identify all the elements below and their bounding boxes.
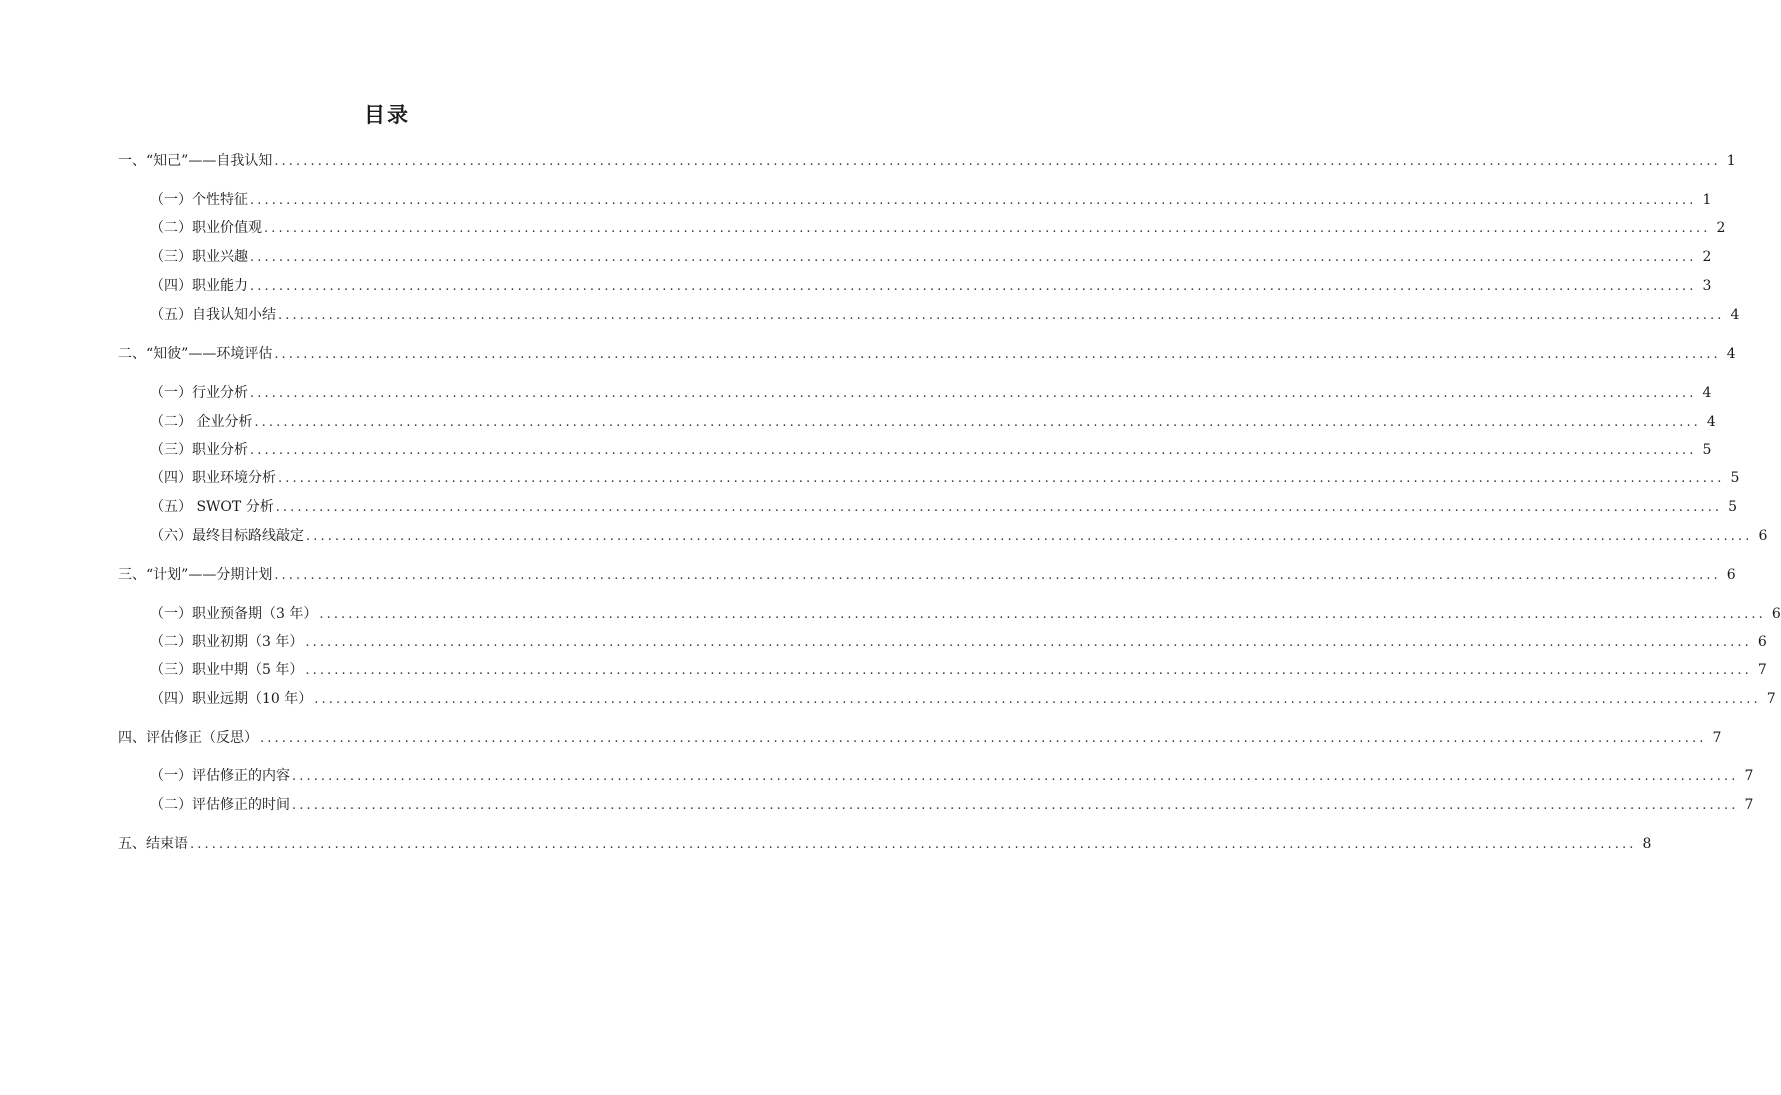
- toc-page-number: 6: [1726, 567, 1736, 583]
- toc-entry-label: （二）评估修正的时间: [150, 797, 290, 813]
- toc-page-number: 8: [1642, 836, 1652, 852]
- toc-dot-leader: ........................................................................................................................................................................................................: [305, 635, 1752, 650]
- toc-dot-leader: ........................................................................................................................................................................................................: [278, 308, 1725, 323]
- toc-entry[interactable]: [150, 765, 1754, 787]
- toc-entry-label: （一）评估修正的内容: [150, 768, 290, 784]
- toc-entry[interactable]: [150, 467, 1740, 489]
- toc-entry[interactable]: [150, 525, 1768, 547]
- toc-entry[interactable]: [150, 246, 1712, 268]
- toc-entry[interactable]: [150, 659, 1767, 681]
- toc-entry-label: 三、“计划”——分期计划: [118, 567, 273, 583]
- toc-page-number: 3: [1702, 278, 1712, 294]
- toc-page-number: 5: [1730, 470, 1740, 486]
- toc-page-number: 6: [1758, 528, 1768, 544]
- toc-page-number: 7: [1744, 797, 1754, 813]
- toc-entry[interactable]: [150, 794, 1754, 816]
- toc-entry[interactable]: [150, 411, 1716, 433]
- toc-entry-label: （三）职业兴趣: [150, 249, 248, 265]
- toc-dot-leader: ........................................................................................................................................................................................................: [319, 607, 1766, 622]
- toc-page-number: 5: [1702, 442, 1712, 458]
- toc-entry-label: （五）自我认知小结: [150, 307, 276, 323]
- toc-entry-label: （一）个性特征: [150, 192, 248, 208]
- toc-page-number: 1: [1702, 192, 1712, 208]
- toc-entry[interactable]: [150, 496, 1738, 518]
- toc-entry-label: 五、结束语: [118, 836, 188, 852]
- toc-dot-leader: ........................................................................................................................................................................................................: [250, 250, 1697, 265]
- toc-page-number: 4: [1702, 385, 1712, 401]
- toc-entry[interactable]: [150, 603, 1781, 625]
- toc-dot-leader: ........................................................................................................................................................................................................: [250, 443, 1697, 458]
- toc-entry-label: （二）职业初期（3 年）: [150, 634, 304, 650]
- toc-page-number: 7: [1712, 730, 1722, 746]
- toc-entry-label: （五） SWOT 分析: [150, 499, 274, 515]
- toc-entry[interactable]: [118, 150, 1736, 172]
- toc-page-number: 7: [1766, 691, 1776, 707]
- toc-entry-label: （四）职业环境分析: [150, 470, 276, 486]
- toc-entry-label: （二）职业价值观: [150, 220, 262, 236]
- toc-dot-leader: ........................................................................................................................................................................................................: [250, 279, 1697, 294]
- toc-page-number: 2: [1702, 249, 1712, 265]
- toc-entry[interactable]: [150, 382, 1712, 404]
- toc-entry[interactable]: [150, 439, 1712, 461]
- toc-entry-label: 四、评估修正（反思）: [118, 730, 258, 746]
- toc-entry-label: （四）职业远期（10 年）: [150, 691, 313, 707]
- toc-entry[interactable]: [150, 304, 1740, 326]
- toc-page-number: 1: [1726, 153, 1736, 169]
- toc-page-number: 6: [1757, 634, 1767, 650]
- toc-dot-leader: ........................................................................................................................................................................................................: [274, 568, 1721, 583]
- toc-dot-leader: ........................................................................................................................................................................................................: [306, 529, 1753, 544]
- toc-entry-label: 一、“知己”——自我认知: [118, 153, 273, 169]
- toc-dot-leader: ........................................................................................................................................................................................................: [264, 221, 1711, 236]
- toc-entry-label: （六）最终目标路线敲定: [150, 528, 304, 544]
- toc-page-number: 4: [1726, 346, 1736, 362]
- toc-entry-label: （二） 企业分析: [150, 414, 253, 430]
- toc-entry-label: 二、“知彼”——环境评估: [118, 346, 273, 362]
- toc-dot-leader: ........................................................................................................................................................................................................: [314, 692, 1761, 707]
- toc-page-number: 4: [1706, 414, 1716, 430]
- toc-dot-leader: ........................................................................................................................................................................................................: [275, 500, 1723, 515]
- toc-dot-leader: ........................................................................................................................................................................................................: [260, 731, 1707, 746]
- toc-entry-label: （三）职业中期（5 年）: [150, 662, 304, 678]
- toc-page-number: 5: [1728, 499, 1738, 515]
- toc-dot-leader: ........................................................................................................................................................................................................: [254, 415, 1701, 430]
- toc-page-number: 7: [1757, 662, 1767, 678]
- toc-entry[interactable]: [150, 688, 1776, 710]
- toc-entry-label: （一）行业分析: [150, 385, 248, 401]
- toc-dot-leader: ........................................................................................................................................................................................................: [274, 154, 1721, 169]
- toc-dot-leader: ........................................................................................................................................................................................................: [292, 769, 1739, 784]
- toc-title: 目录: [364, 103, 410, 127]
- toc-entry[interactable]: [118, 727, 1722, 749]
- toc-entry-label: （一）职业预备期（3 年）: [150, 606, 318, 622]
- toc-dot-leader: ........................................................................................................................................................................................................: [278, 471, 1725, 486]
- toc-dot-leader: ........................................................................................................................................................................................................: [292, 798, 1739, 813]
- toc-dot-leader: ........................................................................................................................................................................................................: [190, 837, 1637, 852]
- toc-entry[interactable]: [118, 564, 1736, 586]
- toc-entry[interactable]: [150, 189, 1712, 211]
- toc-entry-label: （四）职业能力: [150, 278, 248, 294]
- toc-dot-leader: ........................................................................................................................................................................................................: [305, 663, 1752, 678]
- toc-page-number: 2: [1716, 220, 1726, 236]
- toc-entry[interactable]: [118, 343, 1736, 365]
- toc-page-number: 6: [1771, 606, 1781, 622]
- toc-entry[interactable]: [150, 217, 1726, 239]
- toc-entry[interactable]: [150, 631, 1767, 653]
- toc-dot-leader: ........................................................................................................................................................................................................: [250, 386, 1697, 401]
- toc-dot-leader: ........................................................................................................................................................................................................: [274, 347, 1721, 362]
- toc-entry[interactable]: [118, 833, 1652, 855]
- toc-dot-leader: ........................................................................................................................................................................................................: [250, 193, 1697, 208]
- toc-entry-label: （三）职业分析: [150, 442, 248, 458]
- toc-entry[interactable]: [150, 275, 1712, 297]
- toc-page-number: 7: [1744, 768, 1754, 784]
- toc-page-number: 4: [1730, 307, 1740, 323]
